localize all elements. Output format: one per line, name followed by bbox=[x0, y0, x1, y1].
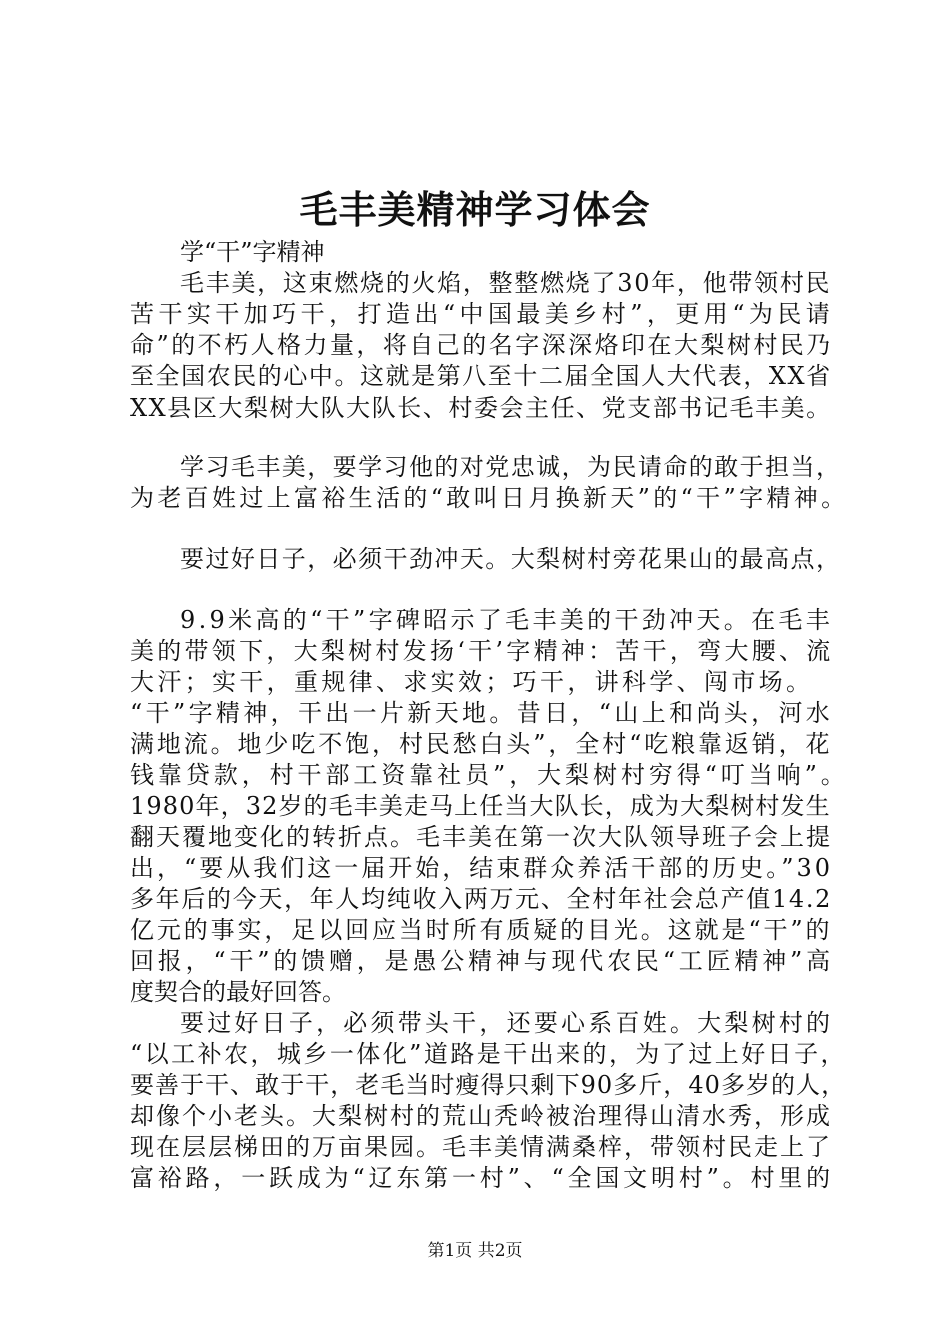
text-line: 1980年，32岁的毛丰美走马上任当大队长，成为大梨树村发生 bbox=[130, 792, 831, 820]
text-line: 现在层层梯田的万亩果园。毛丰美情满桑梓，带领村民走上了 bbox=[130, 1133, 832, 1161]
text-line: 毛丰美，这束燃烧的火焰，整整燃烧了30年，他带领村民 bbox=[180, 269, 832, 297]
text-line: 要善于干、敢于干，老毛当时瘦得只剩下90多斤，40多岁的人， bbox=[130, 1071, 847, 1099]
text-line: 学“干”字精神 bbox=[180, 238, 325, 266]
text-line: 富裕路，一跃成为“辽东第一村”、“全国文明村”。村里的 bbox=[130, 1164, 834, 1192]
text-line: 出，“要从我们这一届开始，结束群众养活干部的历史。”30 bbox=[130, 854, 834, 882]
text-line: 要过好日子，必须带头干，还要心系百姓。大梨树村的 bbox=[180, 1009, 834, 1037]
text-line: 钱靠贷款，村干部工资靠社员”，大梨树村穷得“叮当响”。 bbox=[130, 761, 849, 789]
text-line: 多年后的今天，年人均纯收入两万元、全村年社会总产值14.2 bbox=[130, 885, 833, 913]
text-line: 命”的不朽人格力量，将自己的名字深深烙印在大梨树村民乃 bbox=[130, 331, 833, 359]
text-line: 回报，“干”的馈赠，是愚公精神与现代农民“工匠精神”高 bbox=[130, 947, 834, 975]
text-line: 却像个小老头。大梨树村的荒山秃岭被治理得山清水秀，形成 bbox=[130, 1102, 832, 1130]
text-line: 为老百姓过上富裕生活的“敢叫日月换新天”的“干”字精神。 bbox=[130, 484, 849, 512]
text-line: 学习毛丰美，要学习他的对党忠诚，为民请命的敢于担当， bbox=[180, 453, 842, 481]
text-line: 度契合的最好回答。 bbox=[130, 978, 346, 1006]
text-line: “以工补农，城乡一体化”道路是干出来的，为了过上好日子， bbox=[130, 1040, 847, 1068]
page-number: 第1页 共2页 bbox=[427, 1241, 523, 1261]
text-line: 翻天覆地变化的转折点。毛丰美在第一次大队领导班子会上提 bbox=[130, 823, 832, 851]
text-line: 大汗；实干，重规律、求实效；巧干，讲科学、闯市场。 bbox=[130, 668, 814, 696]
text-line: 要过好日子，必须干劲冲天。大梨树村旁花果山的最高点， bbox=[180, 545, 842, 573]
text-line: 亿元的事实，足以回应当时所有质疑的目光。这就是“干”的 bbox=[130, 916, 833, 944]
text-line: “干”字精神，干出一片新天地。昔日，“山上和尚头，河水 bbox=[130, 699, 834, 727]
text-line: 至全国农民的心中。这就是第八至十二届全国人大代表，XX省 bbox=[130, 362, 832, 390]
text-line: 9.9米高的“干”字碑昭示了毛丰美的干劲冲天。在毛丰 bbox=[180, 606, 834, 634]
page-title: 毛丰美精神学习体会 bbox=[299, 187, 651, 232]
text-line: 苦干实干加巧干，打造出“中国最美乡村”，更用“为民请 bbox=[130, 300, 835, 328]
text-line: 美的带领下，大梨树村发扬‘干’字精神：苦干，弯大腰、流 bbox=[130, 637, 834, 665]
text-line: 满地流。地少吃不饱，村民愁白头”，全村“吃粮靠返销，花 bbox=[130, 730, 833, 758]
text-line: XX县区大梨树大队大队长、村委会主任、党支部书记毛丰美。 bbox=[130, 394, 832, 422]
